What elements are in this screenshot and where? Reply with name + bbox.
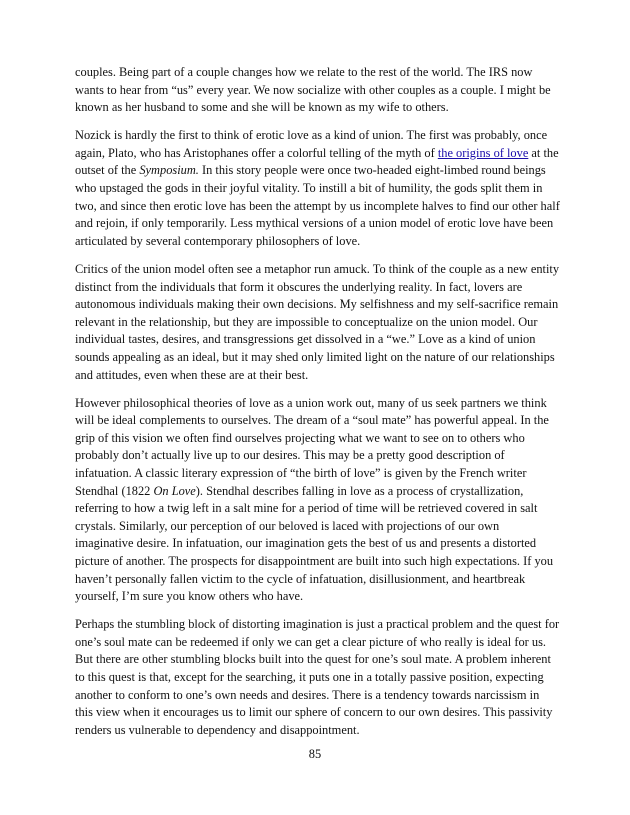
body-text bbox=[75, 64, 560, 750]
paragraph-text-after-italic: ). Stendhal describes falling in love as a process of crystallization, referring to how a twig left in a salt mine for a period of time will be retrieved covered in salt crystals. Similarly, our perception of our beloved is laced with projections of our own imaginative desire. In infatuation, our imagination gets the best of us and presents a distorted picture of another. The prospects for disappointment are built into such high expectations. If you haven’t personally fallen victim to the cycle of infatuation, disillusionment, and heartbreak yourself, I’m sure you know others who have. bbox=[75, 483, 554, 604]
paragraph-text: Critics of the union model often see a metaphor run amuck. To think of the couple as a new entity distinct from the individuals that form it obscures the underlying reality. In fact, lovers are autonomous individuals making their own decisions. My selfishness and my self-sacrifice remain relevant in the relationship, but they are impossible to conceptualize on the union model. Our individual tastes, desires, and transgressions get dissolved in a “we.” Love as a kind of union sounds appealing as an ideal, but it may shed only limited light on the nature of our relationships and attitudes, even when these are at their best. bbox=[75, 261, 560, 382]
page-number: 85 bbox=[308, 747, 322, 761]
paragraph-text-after-link: at the outset of the bbox=[75, 145, 559, 178]
paragraph-text-before-link: Nozick is hardly the first to think of erotic love as a kind of union. The first was probably, once again, Plato, who has Aristophanes offer a colorful telling of the myth of bbox=[75, 128, 548, 160]
paragraph-nozick-union bbox=[75, 127, 560, 250]
paragraph-text-before-italic: However philosophical theories of love as a union work out, many of us seek partners we think will be ideal complements to ourselves. The dream of a “soul mate” has powerful appeal. In the grip of this vision we often find ourselves projecting what we want to see on to others who probably don’t actually live up to our desires. This may be a pretty good description of infatuation. A classic literary expression of “the birth of love” is given by the French writer Stendhal (1822 bbox=[75, 395, 549, 498]
paragraph-text-continued: In this story people were once two-headed eight-limbed round beings who upstaged the gods in their joyful vitality. To instill a bit of humility, the gods split them in two, and since then erotic love has been the attempt by us incomplete halves to find our other half and rejoin, if only temporarily. Less mythical versions of a union model of erotic love have been articulated by several contemporary philosophers of love. bbox=[75, 163, 560, 248]
symposium-title: Symposium. bbox=[139, 163, 199, 178]
paragraph-couples-intro bbox=[75, 64, 560, 117]
paragraph-stumbling-block bbox=[75, 616, 560, 739]
paragraph-soul-mate bbox=[75, 395, 560, 606]
paragraph-critics-union bbox=[75, 261, 560, 384]
paragraph-text: couples. Being part of a couple changes how we relate to the rest of the world. The IRS now wants to hear from “us” every year. We now socialize with other couples as a couple. I might be known as her husband to some and she will be known as my wife to others. bbox=[75, 65, 551, 115]
origins-of-love-link[interactable]: the origins of love bbox=[437, 145, 529, 160]
paragraph-text: Perhaps the stumbling block of distorting imagination is just a practical problem and the quest for one’s soul mate can be redeemed if only we can get a clear picture of who really is ideal for us. But there are other stumbling blocks built into the quest for one’s soul mate. A problem inherent to this quest is that, except for the searching, it puts one in a totally passive position, expecting another to conform to one’s own needs and desires. There is a tendency towards narcissism in this view when it encourages us to limit our sphere of concern to our own desires. This passivity renders us vulnerable to dependency and disappointment. bbox=[75, 617, 560, 737]
on-love-title: On Love bbox=[153, 483, 196, 498]
